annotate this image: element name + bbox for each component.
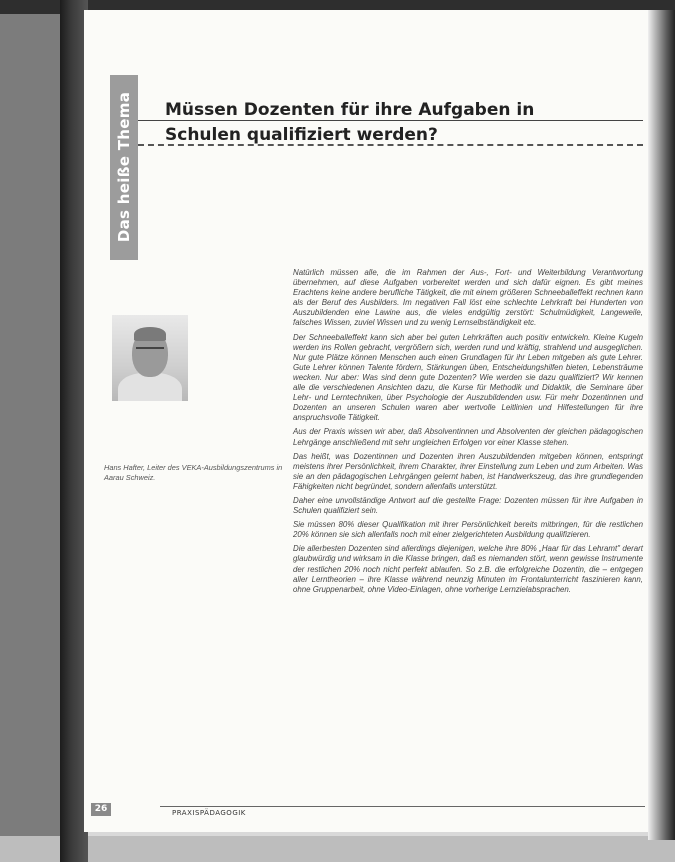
- publication-name: PRAXISPÄDAGOGIK: [172, 809, 246, 817]
- author-portrait: [112, 315, 188, 401]
- scan-background-left: [0, 0, 60, 862]
- headline-line-2: Schulen qualifiziert werden?: [165, 125, 438, 145]
- article-paragraph-5: Daher eine unvollständige Antwort auf die gestellte Frage: Dozenten müssen für ihre Aufgaben in Schulen qualifiziert sein.: [293, 495, 643, 516]
- article-paragraph-4: Das heißt, was Dozentinnen und Dozenten ihren Auszubildenden mitgeben können, entspringt meistens ihrer Persönlichkeit, ihrem Charakter, ihrer Einstellung zum Leben und zum Arbeiten. Was sie an den pädagogischen Lehrgängen gelernt haben, ist Handwerkszeug, das ihre grundlegenden Fähigkeiten nicht begründet, sondern allenfalls unterstützt.: [293, 451, 643, 491]
- headline-line-1: Müssen Dozenten für ihre Aufgaben in: [165, 100, 535, 120]
- article-paragraph-1: Natürlich müssen alle, die im Rahmen der Aus-, Fort- und Weiterbildung Verantwortung übernehmen, auf diese Aufgaben vorbereitet werden und sich dafür eignen. Es gibt meines Erachtens keine andere berufliche Tätigkeit, die mit einem größeren Schneeballeffekt rechnen kann als der Beruf des Ausbilders. Im negativen Fall löst eine schlechte Lehrkraft bei Hunderten von Auszubildenden eine Lawine aus, die vieles endgültig zerstört: Schulmüdigkeit, Langeweile, falsches Wissen, zuviel Wissen und zu wenig Lernselbständigkeit etc.: [293, 268, 643, 328]
- headline-rule-solid: [138, 120, 643, 121]
- article-paragraph-7: Die allerbesten Dozenten sind allerdings diejenigen, welche ihre 80% „Haar für das Lehramt" derart glaubwürdig und wirksam in die Klasse bringen, daß es niemanden stört, wenn gewisse Instrumente der restlichen 20% noch nicht perfekt ablaufen. So z.B. die erfolgreiche Dozentin, die – entgegen aller Lerntheorien – ihre Klasse während neunzig Minuten im Frontalunterricht faszinieren kann, ohne Gruppenarbeit, ohne Video-Einlagen, ohne vorherige Lernzielabsprachen.: [293, 544, 643, 594]
- article-paragraph-3: Aus der Praxis wissen wir aber, daß Absolventinnen und Absolventen der gleichen pädagogischen Lehrgänge anschließend mit sehr ungleichen Erfolgen vor einer Klasse stehen.: [293, 427, 643, 447]
- scan-background-bottom: [0, 836, 675, 862]
- article-body: [293, 268, 643, 599]
- page-number: 26: [91, 803, 111, 816]
- headline-rule-dashed: [138, 144, 643, 146]
- page-edge-shadow: [648, 10, 675, 840]
- portrait-caption: Hans Hafter, Leiter des VEKA-Ausbildungszentrums in Aarau Schweiz.: [104, 463, 283, 482]
- article-paragraph-2: Der Schneeballeffekt kann sich aber bei guten Lehrkräften auch positiv entwickeln. Kleine Kugeln werden ins Rollen gebracht, vergrößern sich, werden rund und kräftig, strahlend und ausgeglichen. Nur gute Plätze können Menschen auch einen Grundlagen für ihr Leben mitgeben als gute Lehrer. Gute Lehrer können Talente fördern, Stärkungen üben, Entscheidungshilfen bieten, Lebensträume wecken. Nur aber: Was sind denn gute Dozenten? Wie werden sie dazu qualifiziert? Wir kennen alle die verschiedenen Ansichten dazu, die Kurse für Methodik und Didaktik, die Seminare über Lehr- und Lerntechniken, über Psychologie der Auszubildenden usw. Für mehr Dozentinnen und Dozenten an unseren Schulen waren aber wertvolle Leitlinien und Hilfestellungen für ihre anspruchsvolle Tätigkeit.: [293, 332, 643, 423]
- article-paragraph-6: Sie müssen 80% dieser Qualifikation mit ihrer Persönlichkeit bereits mitbringen, für die restlichen 20% können sie sich allenfalls noch mit einer zielgerichteten Ausbildung qualifizieren.: [293, 520, 643, 540]
- section-label: Das heiße Thema: [115, 91, 133, 243]
- footer-rule: [160, 806, 645, 807]
